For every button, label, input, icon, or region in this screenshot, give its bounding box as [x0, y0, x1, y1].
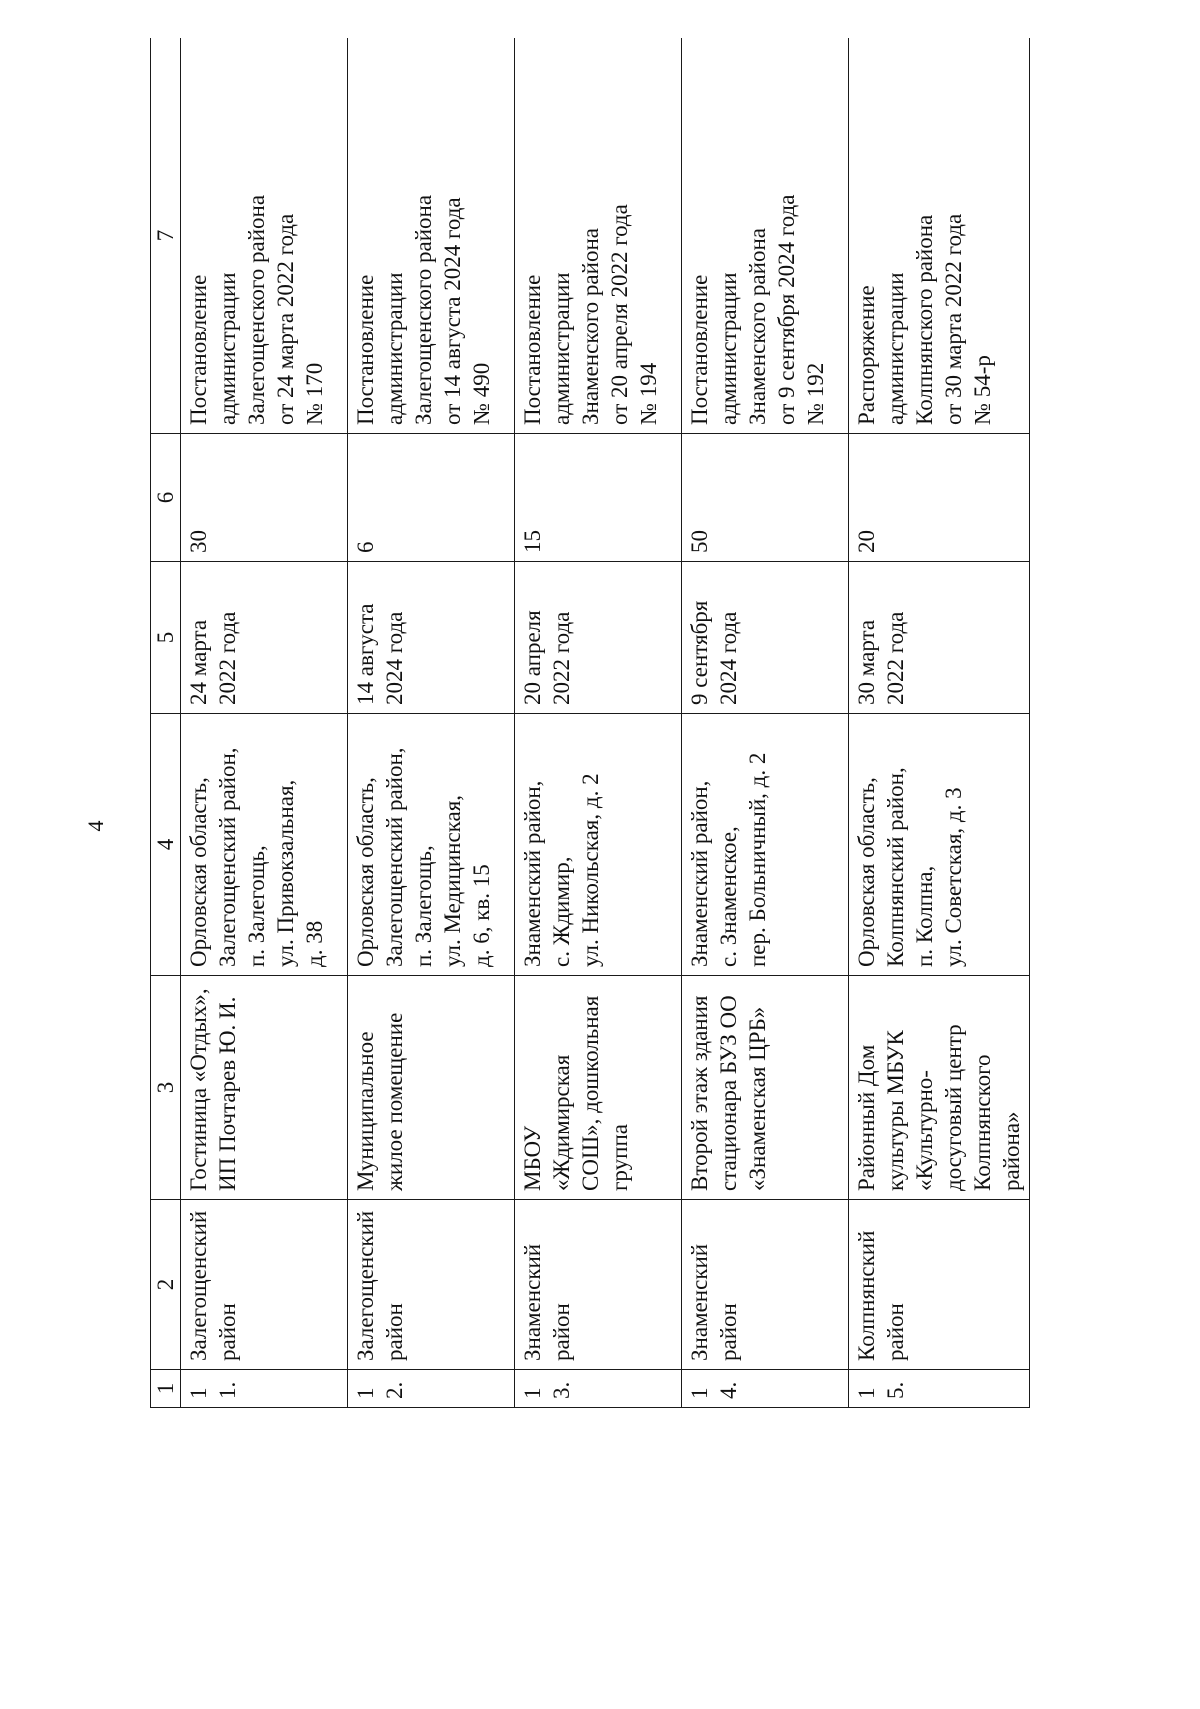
table-row — [515, 38, 682, 1408]
district-cell: Залегощенский район — [181, 1200, 348, 1370]
address-cell: Орловская область, Залегощенский район, п. Залегощь, ул. Медицинская, д. 6, кв. 15 — [348, 714, 515, 976]
date-cell: 24 марта 2022 года — [181, 562, 348, 714]
district-cell: Знаменский район — [515, 1200, 682, 1370]
legal-act-cell: Постановление администрации Залегощенского района от 24 марта 2022 года № 170 — [181, 38, 348, 434]
column-number: 4 — [151, 714, 181, 976]
legal-act-cell: Постановление администрации Знаменского района от 9 сентября 2024 года № 192 — [682, 38, 849, 434]
address-cell: Знаменский район, с. Ждимир, ул. Никольская, д. 2 — [515, 714, 682, 976]
table-row — [682, 38, 849, 1408]
address-cell: Знаменский район, с. Знаменское, пер. Больничный, д. 2 — [682, 714, 849, 976]
legal-act-cell: Постановление администрации Залегощенского района от 14 августа 2024 года № 490 — [348, 38, 515, 434]
district-cell: Залегощенский район — [348, 1200, 515, 1370]
places-cell: 30 — [181, 434, 348, 562]
page-number: 4 — [83, 820, 108, 832]
legal-act-cell: Распоряжение администрации Колпнянского района от 30 марта 2022 года № 54-р — [849, 38, 1030, 434]
table-row — [181, 38, 348, 1408]
row-number: 11. — [181, 1370, 348, 1408]
places-cell: 6 — [348, 434, 515, 562]
object-cell: Второй этаж здания стационара БУЗ ОО «Знаменская ЦРБ» — [682, 976, 849, 1200]
column-number: 5 — [151, 562, 181, 714]
district-cell: Знаменский район — [682, 1200, 849, 1370]
column-number: 2 — [151, 1200, 181, 1370]
rotated-table-container — [150, 38, 1030, 1408]
legal-act-cell: Постановление администрации Знаменского района от 20 апреля 2022 года № 194 — [515, 38, 682, 434]
address-cell: Орловская область, Залегощенский район, п. Залегощь, ул. Привокзальная, д. 38 — [181, 714, 348, 976]
row-number: 13. — [515, 1370, 682, 1408]
placement-registry-table — [150, 38, 1030, 1408]
object-cell: МБОУ «Ждимирская СОШ», дошкольная группа — [515, 976, 682, 1200]
object-cell: Гостиница «Отдых», ИП Почтарев Ю. И. — [181, 976, 348, 1200]
column-number-row — [151, 38, 181, 1408]
date-cell: 14 августа 2024 года — [348, 562, 515, 714]
places-cell: 20 — [849, 434, 1030, 562]
table-viewport — [150, 38, 1030, 1408]
row-number: 15. — [849, 1370, 1030, 1408]
row-number: 14. — [682, 1370, 849, 1408]
column-number: 1 — [151, 1370, 181, 1408]
column-number: 6 — [151, 434, 181, 562]
table-row — [348, 38, 515, 1408]
places-cell: 15 — [515, 434, 682, 562]
district-cell: Колпнянский район — [849, 1200, 1030, 1370]
table-row — [849, 38, 1030, 1408]
places-cell: 50 — [682, 434, 849, 562]
object-cell: Районный Дом культуры МБУК «Культурно- досуговый центр Колпнянского района» — [849, 976, 1030, 1200]
date-cell: 9 сентября 2024 года — [682, 562, 849, 714]
date-cell: 20 апреля 2022 года — [515, 562, 682, 714]
object-cell: Муниципальное жилое помещение — [348, 976, 515, 1200]
column-number: 7 — [151, 38, 181, 434]
date-cell: 30 марта 2022 года — [849, 562, 1030, 714]
column-number: 3 — [151, 976, 181, 1200]
row-number: 12. — [348, 1370, 515, 1408]
address-cell: Орловская область, Колпнянский район, п. Колпна, ул. Советская, д. 3 — [849, 714, 1030, 976]
